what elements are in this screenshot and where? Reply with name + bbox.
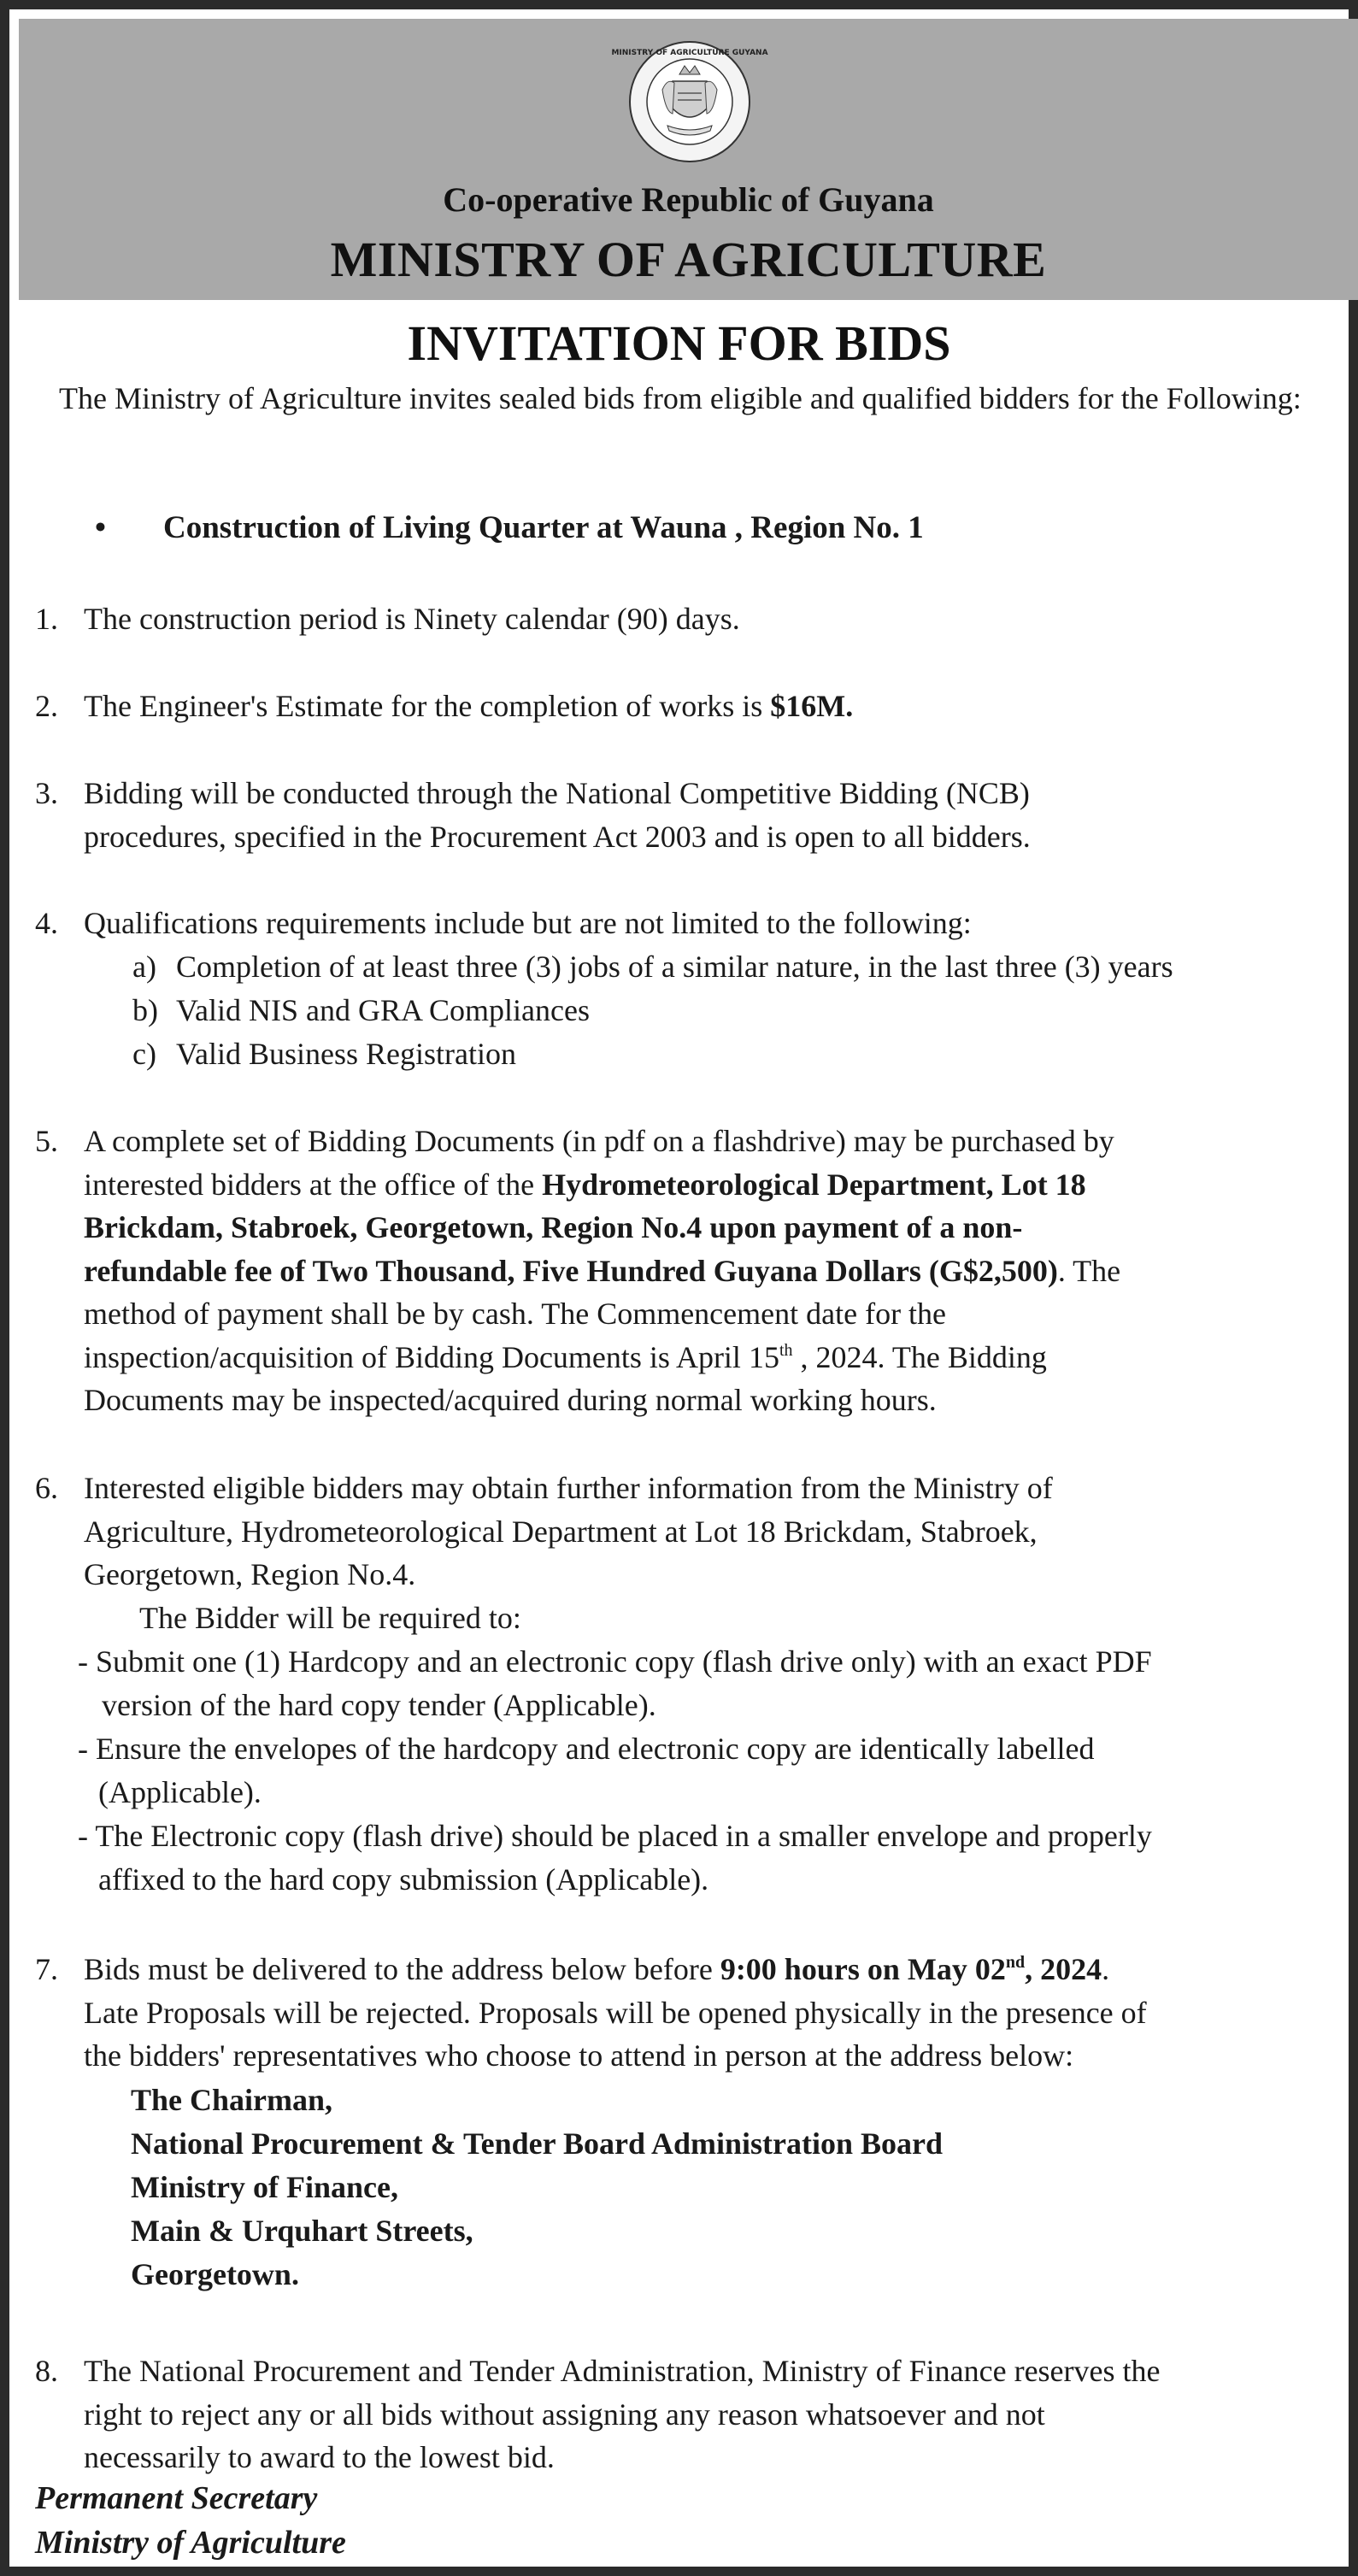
requirement-line: version of the hard copy tender (Applicable). xyxy=(102,1688,656,1722)
item-7-fragment: . xyxy=(1102,1952,1110,1986)
address-line: Ministry of Finance, xyxy=(131,2170,398,2204)
item-5-fragment: interested bidders at the office of the xyxy=(84,1167,543,1202)
item-8-line: The National Procurement and Tender Administration, Ministry of Finance reserves the xyxy=(84,2354,1161,2388)
item-number: 1. xyxy=(35,602,58,636)
item-7-line: Late Proposals will be rejected. Proposals will be opened physically in the presence of xyxy=(84,1995,1147,2030)
item-7-text xyxy=(84,1948,1347,2078)
signatory-ministry: Ministry of Agriculture xyxy=(35,2525,346,2561)
item-5-line xyxy=(84,1163,1347,1207)
address-line: Georgetown. xyxy=(131,2257,299,2291)
item-5-fragment: . The xyxy=(1057,1253,1121,1288)
ordinal-suffix: th xyxy=(779,1340,793,1360)
item-2-text xyxy=(84,685,1347,728)
item-4-text: Qualifications requirements include but are not limited to the following: xyxy=(84,906,972,940)
requirement-line: (Applicable). xyxy=(98,1775,262,1809)
item-7-line xyxy=(84,1948,1347,1991)
item-number: 8. xyxy=(35,2354,58,2388)
estimate-label: The Engineer's Estimate for the completion of works is xyxy=(84,689,771,723)
item-5-fragment: , 2024. The Bidding xyxy=(792,1339,1047,1374)
item-5-line: Documents may be inspected/acquired during normal working hours. xyxy=(84,1383,937,1417)
item-6-line: Interested eligible bidders may obtain further information from the Ministry of xyxy=(84,1471,1053,1505)
item-5-line xyxy=(84,1336,1347,1379)
fee-text: refundable fee of Two Thousand, Five Hundred Guyana Dollars (G$2,500) xyxy=(84,1253,1058,1288)
coat-of-arms-seal xyxy=(611,40,768,163)
item-number: 3. xyxy=(35,776,58,810)
item-7-fragment: Bids must be delivered to the address below before xyxy=(84,1952,720,1986)
item-8-line: right to reject any or all bids without assigning any reason whatsoever and not xyxy=(84,2397,1045,2432)
estimate-value: $16M. xyxy=(770,689,854,723)
deadline-year: , 2024 xyxy=(1025,1952,1102,1986)
item-8-text xyxy=(84,2350,1347,2479)
country-name: Co-operative Republic of Guyana xyxy=(443,180,934,219)
requirements-heading: The Bidder will be required to: xyxy=(139,1601,521,1635)
ordinal-suffix: nd xyxy=(1005,1953,1026,1972)
sub-item-text: Completion of at least three (3) jobs of a similar nature, in the last three (3) years xyxy=(176,950,1173,984)
item-1-text: The construction period is Ninety calendar (90) days. xyxy=(84,602,740,636)
sub-item-text: Valid NIS and GRA Compliances xyxy=(176,993,590,1027)
office-address: Brickdam, Stabroek, Georgetown, Region No.4 upon payment of a non- xyxy=(84,1210,1023,1244)
item-number: 4. xyxy=(35,906,58,940)
sub-item-text: Valid Business Registration xyxy=(176,1037,516,1071)
item-5-line: A complete set of Bidding Documents (in pdf on a flashdrive) may be purchased by xyxy=(84,1124,1114,1158)
ministry-name: MINISTRY OF AGRICULTURE xyxy=(330,232,1047,287)
requirement-line: - Submit one (1) Hardcopy and an electronic copy (flash drive only) with an exact PDF xyxy=(78,1644,1152,1679)
address-line: The Chairman, xyxy=(131,2083,333,2117)
item-number: 6. xyxy=(35,1471,58,1505)
item-number: 7. xyxy=(35,1952,58,1986)
item-3-line: procedures, specified in the Procurement Act 2003 and is open to all bidders. xyxy=(84,819,1031,854)
requirement-line: affixed to the hard copy submission (Applicable). xyxy=(98,1862,709,1897)
office-name: Hydrometeorological Department, Lot 18 xyxy=(542,1167,1086,1202)
item-5-line: method of payment shall be by cash. The Commencement date for the xyxy=(84,1297,947,1331)
item-5-text xyxy=(84,1120,1347,1422)
requirement-line: - Ensure the envelopes of the hardcopy and electronic copy are identically labelled xyxy=(78,1732,1095,1766)
sub-label: b) xyxy=(132,993,158,1027)
item-6-text xyxy=(84,1467,1347,1597)
requirement-line: - The Electronic copy (flash drive) should be placed in a smaller envelope and properly xyxy=(78,1819,1152,1853)
item-number: 2. xyxy=(35,689,58,723)
item-6-line: Georgetown, Region No.4. xyxy=(84,1557,416,1591)
seal-text: MINISTRY OF AGRICULTURE GUYANA xyxy=(611,49,768,57)
intro-paragraph: The Ministry of Agriculture invites sealed bids from eligible and qualified bidders for the Following: xyxy=(59,381,1302,415)
item-5-line xyxy=(84,1250,1347,1293)
address-line: Main & Urquhart Streets, xyxy=(131,2214,473,2248)
signatory-title: Permanent Secretary xyxy=(35,2480,318,2516)
item-7-line: the bidders' representatives who choose to attend in person at the address below: xyxy=(84,2038,1074,2073)
project-name: Construction of Living Quarter at Wauna , Region No. 1 xyxy=(163,510,924,545)
sub-label: a) xyxy=(132,950,156,984)
sub-label: c) xyxy=(132,1037,156,1071)
item-6-line: Agriculture, Hydrometeorological Department at Lot 18 Brickdam, Stabroek, xyxy=(84,1514,1038,1549)
bullet-icon: • xyxy=(95,510,106,545)
item-8-line: necessarily to award to the lowest bid. xyxy=(84,2440,555,2474)
item-3-line: Bidding will be conducted through the National Competitive Bidding (NCB) xyxy=(84,776,1030,810)
item-3-text xyxy=(84,772,1347,858)
page-title: INVITATION FOR BIDS xyxy=(407,315,951,371)
header-band xyxy=(19,19,1358,300)
item-number: 5. xyxy=(35,1124,58,1158)
address-line: National Procurement & Tender Board Administration Board xyxy=(131,2126,944,2161)
deadline-time: 9:00 hours on May 02 xyxy=(720,1952,1006,1986)
item-5-fragment: inspection/acquisition of Bidding Documents is April 15 xyxy=(84,1339,779,1374)
